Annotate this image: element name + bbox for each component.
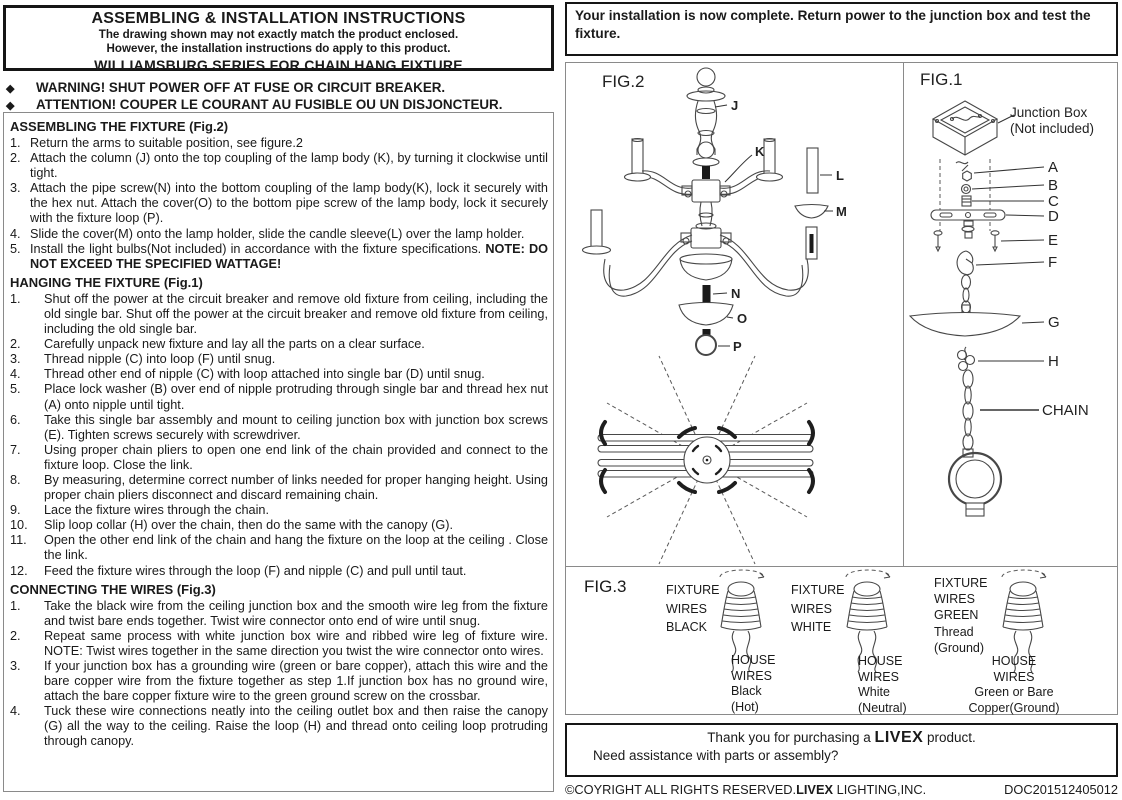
fig2-part-labels <box>713 98 847 354</box>
fixture-wire-label <box>934 575 987 656</box>
instruction-step <box>10 242 548 272</box>
step-number: 3. <box>10 352 21 367</box>
fixture-wire-label <box>791 581 844 637</box>
step-number: 2. <box>10 151 21 166</box>
copyright-prefix: ©COYRIGHT ALL RIGHTS RESERVED. <box>565 782 797 797</box>
step-text: Thread nipple (C) into loop (F) until snug. <box>44 352 276 367</box>
warning-row <box>6 80 554 97</box>
label-line: WIRES <box>993 669 1035 684</box>
label-line: Green or Bare <box>974 685 1054 699</box>
label-line: WIRES <box>858 669 899 684</box>
instruction-step <box>10 533 548 563</box>
thank-you-line <box>567 729 1116 747</box>
section-connecting <box>10 582 548 750</box>
instruction-step <box>10 704 548 749</box>
step-number: 10. <box>10 518 28 533</box>
step-text <box>30 242 548 272</box>
part-label-m: M <box>836 204 847 219</box>
step-number: 2. <box>10 628 21 643</box>
step-number: 1. <box>10 598 21 613</box>
label-line: HOUSE <box>731 653 776 667</box>
step-number: 6. <box>10 412 21 427</box>
label-line: FIXTURE <box>666 583 720 597</box>
fig3-wiring-panel <box>566 567 1117 715</box>
copyright-suffix: LIGHTING,INC. <box>833 782 927 797</box>
label-line: WIRES <box>666 601 707 616</box>
instruction-step <box>10 413 548 443</box>
part-label-h: H <box>1048 353 1059 370</box>
arm-top-view-art <box>598 356 813 564</box>
label-line: HOUSE <box>858 654 903 668</box>
step-text: Carefully unpack new fixture and lay all the parts on a clear surface. <box>44 337 425 352</box>
step-text: Feed the fixture wires through the loop (F) and nipple (C) and pull until taut. <box>44 563 467 578</box>
step-number: 3. <box>10 659 21 673</box>
step-number: 4. <box>10 226 21 241</box>
part-label-o: O <box>737 311 748 326</box>
section-hanging <box>10 275 548 579</box>
part-label-g: G <box>1048 314 1060 331</box>
step-text: Using proper chain pliers to open one end link of the chain provided and connect to the fixture loop. Close the link. <box>44 442 548 472</box>
section-heading: CONNECTING THE WIRES (Fig.3) <box>10 581 216 597</box>
step-text: Thread other end of nipple (C) with loop attached into single bar (D) until snug. <box>44 367 485 382</box>
label-line: (Neutral) <box>858 700 907 715</box>
warning-text: ATTENTION! COUPER LE COURANT AU FUSIBLE OU UN DISJONCTEUR. <box>36 97 503 112</box>
step-text: If your junction box has a grounding wire (green or bare copper), attach this wire and the bare copper wire from the fixture together as step 1.If junction box has no ground wire, attach the bare copper fixture wire to the green ground screw on the crossbar. <box>44 659 548 704</box>
step-text: Slip loop collar (H) over the chain, then do the same with the canopy (G). <box>44 518 454 533</box>
step-text: Take the black wire from the ceiling junction box and the smooth wire leg from the fixture and twist bare ends together. Twist wire connector onto end of wire until snug. <box>44 598 548 628</box>
step-text: By measuring, determine correct number of links needed for proper hanging height. Using proper chain pliers disconnect and discard remaining chain. <box>44 472 548 503</box>
step-text-bold: NOTE: DO NOT EXCEED THE SPECIFIED WATTAGE! <box>30 241 548 271</box>
thank-you-box <box>565 723 1118 777</box>
part-label-a: A <box>1048 159 1059 176</box>
step-number: 9. <box>10 503 21 518</box>
step-text: Tuck these wire connections neatly into the ceiling outlet box and then raise the canopy (G) all the way to the ceiling. Raise the loop (H) and thread onto ceiling loop protruding through canopy. <box>44 704 548 749</box>
chandelier-art <box>583 68 829 355</box>
fixture-wire-label <box>666 581 719 637</box>
label-line: Thread <box>934 624 974 639</box>
step-number: 12. <box>10 563 28 578</box>
label-line: WIRES <box>791 601 832 616</box>
step-number: 1. <box>10 136 21 150</box>
header-subtitle-1: The drawing shown may not exactly match the product enclosed. <box>98 28 459 41</box>
step-text: Slide the cover(M) onto the lamp holder, slide the candle sleeve(L) over the lamp holder. <box>30 226 525 241</box>
part-label-f: F <box>1048 254 1058 271</box>
step-text: Take this single bar assembly and mount to ceiling junction box with junction box screws (E). Tighten screws securely with screwdriver. <box>44 412 548 442</box>
part-label-k: K <box>755 144 765 159</box>
thanks-suffix: product. <box>923 730 976 745</box>
house-wire-label <box>858 654 907 716</box>
brand-name: LIVEX <box>796 782 834 797</box>
document-footer <box>565 782 1118 797</box>
fig2-label: FIG.2 <box>602 72 645 91</box>
thanks-prefix: Thank you for purchasing a <box>707 730 875 745</box>
junction-box-label-line1: Junction Box <box>1010 105 1088 120</box>
step-number: 4. <box>10 704 21 719</box>
fig1-hanging-drawing <box>904 63 1119 566</box>
brand-name: LIVEX <box>874 729 924 746</box>
step-text: Return the arms to suitable position, see figure.2 <box>30 136 303 150</box>
junction-box-drawing <box>933 101 997 155</box>
instruction-step <box>10 181 548 226</box>
instruction-step <box>10 443 548 473</box>
step-number: 5. <box>10 241 21 256</box>
part-label-d: D <box>1048 208 1059 225</box>
figures-box <box>565 62 1118 715</box>
instruction-step <box>10 227 548 242</box>
header-box <box>3 5 554 71</box>
instruction-step <box>10 337 548 352</box>
part-label-p: P <box>733 339 742 354</box>
label-line: Black <box>731 684 762 698</box>
step-number: 5. <box>10 382 21 397</box>
label-line: FIXTURE <box>791 583 845 597</box>
instruction-step <box>10 352 548 367</box>
label-line: BLACK <box>666 620 707 634</box>
instruction-step <box>10 151 548 181</box>
copyright-text <box>565 782 926 797</box>
part-label-c: C <box>1048 193 1059 210</box>
label-line: WIRES <box>731 668 772 683</box>
instruction-step <box>10 292 548 337</box>
step-number: 2. <box>10 337 21 352</box>
step-text: Attach the column (J) onto the top coupling of the lamp body (K), by turning it clockwise until tight. <box>30 151 548 181</box>
chain-label: CHAIN <box>1042 402 1089 419</box>
part-label-n: N <box>731 286 741 301</box>
part-label-b: B <box>1048 177 1059 194</box>
section-heading: HANGING THE FIXTURE (Fig.1) <box>10 274 203 290</box>
label-line: FIXTURE <box>934 576 988 590</box>
header-subtitle-2: However, the installation instructions do apply to this product. <box>106 41 451 55</box>
step-number: 8. <box>10 472 21 487</box>
instruction-step <box>10 629 548 659</box>
part-label-e: E <box>1048 232 1059 249</box>
step-text: Open the other end link of the chain and hang the fixture on the loop at the ceiling . Close the link. <box>44 533 548 563</box>
completion-notice-box <box>565 2 1118 56</box>
step-text: Place lock washer (B) over end of nipple protruding through single bar and thread hex nut (A) onto nipple until tight. <box>44 382 548 412</box>
fig3-label: FIG.3 <box>584 577 627 596</box>
section-assembling <box>10 119 548 272</box>
step-number: 1. <box>10 291 21 306</box>
label-line: WHITE <box>791 620 832 634</box>
label-line: WIRES <box>934 592 975 607</box>
doc-number: DOC201512405012 <box>1004 782 1118 797</box>
instruction-step <box>10 367 548 382</box>
step-number: 7. <box>10 442 21 457</box>
step-text: Lace the fixture wires through the chain. <box>44 503 269 518</box>
instruction-step <box>10 564 548 579</box>
diamond-bullet-icon: ◆ <box>6 100 15 112</box>
label-line: White <box>858 685 890 699</box>
label-line: HOUSE <box>991 654 1037 668</box>
instruction-step <box>10 382 548 412</box>
instruction-step <box>10 503 548 518</box>
step-text: Repeat same process with white junction box wire and ribbed wire leg of fixture wire. NOTE: Twist wires together in the same direction you twist the wire connector onto wires. <box>44 628 548 658</box>
step-number: 4. <box>10 367 21 382</box>
step-text: Shut off the power at the circuit breaker and remove old fixture from ceiling, including the old single bar. Shut off the power at the circuit breaker and remove old fixture from ceiling, including the old single bar. <box>44 291 549 337</box>
part-label-l: L <box>836 168 844 183</box>
instruction-step <box>10 473 548 503</box>
label-line: (Hot) <box>731 699 759 714</box>
step-text: Attach the pipe screw(N) into the bottom coupling of the lamp body(K), lock it securely with the hex nut. Attach the cover(O) to the bottom pipe screw of the lamp body, lock it securely with the fixture loop (P). <box>30 181 548 226</box>
step-number: 11. <box>10 533 27 548</box>
label-line: (Ground) <box>934 640 985 655</box>
part-label-j: J <box>731 98 739 113</box>
instructions-box <box>3 112 554 792</box>
completion-notice-text: Your installation is now complete. Return power to the junction box and test the fixture. <box>575 8 1091 41</box>
assistance-line: Need assistance with parts or assembly? <box>593 748 839 763</box>
instruction-step <box>10 136 548 151</box>
house-wire-label <box>731 653 775 715</box>
hardware-art <box>910 162 1020 516</box>
series-title: WILLIAMSBURG SERIES FOR CHAIN HANG FIXTURE <box>94 57 463 73</box>
fig1-label: FIG.1 <box>920 70 963 89</box>
warnings <box>6 80 554 114</box>
doc-title: ASSEMBLING & INSTALLATION INSTRUCTIONS <box>91 10 466 27</box>
step-text-normal: Install the light bulbs(Not included) in accordance with the fixture specifications. <box>30 241 486 256</box>
label-line: GREEN <box>934 608 979 623</box>
instruction-step <box>10 599 548 629</box>
warning-text: WARNING! SHUT POWER OFF AT FUSE OR CIRCUIT BREAKER. <box>36 80 446 95</box>
house-wire-label <box>934 654 1094 716</box>
instruction-step <box>10 518 548 533</box>
section-heading: ASSEMBLING THE FIXTURE (Fig.2) <box>10 119 229 134</box>
junction-box-label-line2: (Not included) <box>1010 121 1095 136</box>
instruction-step <box>10 659 548 704</box>
step-number: 3. <box>10 181 21 196</box>
diamond-bullet-icon: ◆ <box>6 83 15 95</box>
label-line: Copper(Ground) <box>968 700 1060 715</box>
fig2-chandelier-drawing <box>566 63 903 566</box>
